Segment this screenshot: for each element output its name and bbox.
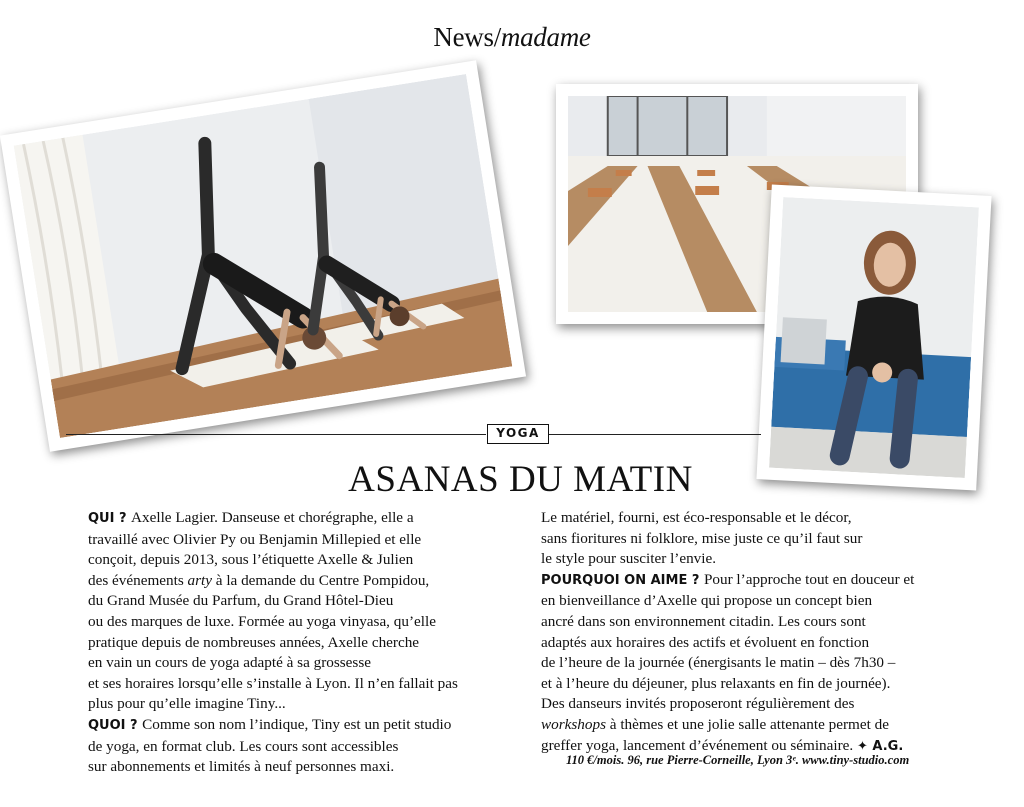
article-line (88, 715, 458, 737)
article-text: en bienveillance d’Axelle qui propose un concept bien (541, 592, 873, 610)
article-text: ou des marques de luxe. Formée au yoga vinyasa, qu’elle (88, 612, 436, 630)
article-text: plus pour qu’elle imagine Tiny... (88, 695, 286, 713)
article-line (541, 570, 914, 592)
article-line (541, 674, 914, 695)
article-text: workshops (541, 715, 606, 733)
article-label: ✦ A.G. (857, 738, 904, 754)
article-text: sur abonnements et limités à neuf personnes maxi. (88, 758, 395, 776)
article-line (88, 591, 458, 612)
article-text: arty (187, 571, 212, 589)
article-line (541, 694, 914, 715)
article-line (88, 550, 458, 571)
article-text: conçoit, depuis 2013, sous l’étiquette Axelle & Julien (88, 551, 414, 569)
portrait-image (769, 197, 979, 478)
article-text: greffer yoga, lancement d’événement ou séminaire. (541, 736, 857, 754)
article-line (541, 549, 914, 570)
article-text: Axelle Lagier. Danseuse et chorégraphe, elle a (131, 509, 414, 526)
article-line (88, 633, 458, 654)
article-text: des événements (88, 571, 188, 589)
article-text: le style pour susciter l’envie. (541, 550, 717, 568)
masthead (0, 22, 1024, 53)
article-text: Comme son nom l’indique, Tiny est un petit studio (142, 715, 452, 733)
article-label: QUOI ? (88, 717, 143, 733)
article-column-left (88, 508, 458, 778)
article-line (88, 674, 458, 695)
article-line (88, 508, 458, 530)
article-line (88, 757, 458, 778)
article-text: Des danseurs invités proposeront régulièrement des (541, 695, 855, 713)
article-line (88, 530, 458, 551)
article-line (88, 653, 458, 674)
article-line (541, 653, 914, 674)
article-line (541, 633, 914, 654)
article-line (88, 737, 458, 758)
article-line (541, 715, 914, 736)
article-text: à thèmes et une jolie salle attenante permet de (605, 715, 889, 733)
article-text: et à l’heure du déjeuner, plus relaxants en fin de journée). (541, 674, 891, 692)
article-text: ancré dans son environnement citadin. Les cours sont (541, 612, 866, 630)
article-text: adaptés aux horaires des actifs et évoluent en fonction (541, 633, 870, 651)
article-text: pratique depuis de nombreuses années, Axelle cherche (88, 633, 420, 651)
article-text: Pour l’approche tout en douceur et (703, 570, 915, 588)
article-line (88, 612, 458, 633)
article-text: à la demande du Centre Pompidou, (212, 571, 430, 589)
article-text: de l’heure de la journée (énergisants le matin – dès 7h30 – (541, 654, 896, 672)
article-text: en vain un cours de yoga adapté à sa grossesse (88, 654, 371, 672)
article-text: travaillé avec Olivier Py ou Benjamin Millepied et elle (88, 530, 422, 548)
section-rule-right (549, 434, 761, 435)
masthead-italic: madame (500, 22, 591, 52)
article-label: POURQUOI ON AIME ? (541, 572, 704, 588)
article-text: de yoga, en format club. Les cours sont accessibles (88, 737, 399, 755)
practical-info: 110 €/mois. 96, rue Pierre-Corneille, Lyon 3ᵉ. www.tiny-studio.com (566, 753, 910, 767)
article-line (541, 591, 914, 612)
article-line (541, 508, 914, 529)
yoga-duo-image (14, 74, 513, 438)
section-tag: YOGA (487, 424, 549, 444)
section-rule-left (66, 434, 486, 435)
article-headline: ASANAS DU MATIN (348, 459, 693, 500)
article-label: QUI ? (88, 511, 132, 526)
article-text: Le matériel, fourni, est éco-responsable et le décor, (541, 509, 852, 526)
article-line (88, 694, 458, 715)
article-text: du Grand Musée du Parfum, du Grand Hôtel-Dieu (88, 592, 394, 610)
yoga-duo-photo (0, 60, 526, 451)
masthead-word: News/ (433, 22, 501, 52)
article-line (541, 612, 914, 633)
portrait-photo (756, 184, 991, 490)
article-text: sans fioritures ni folklore, mise juste ce qu’il faut sur (541, 529, 863, 547)
article-text: et ses horaires lorsqu’elle s’installe à Lyon. Il n’en fallait pas (88, 674, 458, 692)
article-line (541, 529, 914, 550)
article-column-right (541, 508, 914, 757)
article-line (88, 571, 458, 592)
